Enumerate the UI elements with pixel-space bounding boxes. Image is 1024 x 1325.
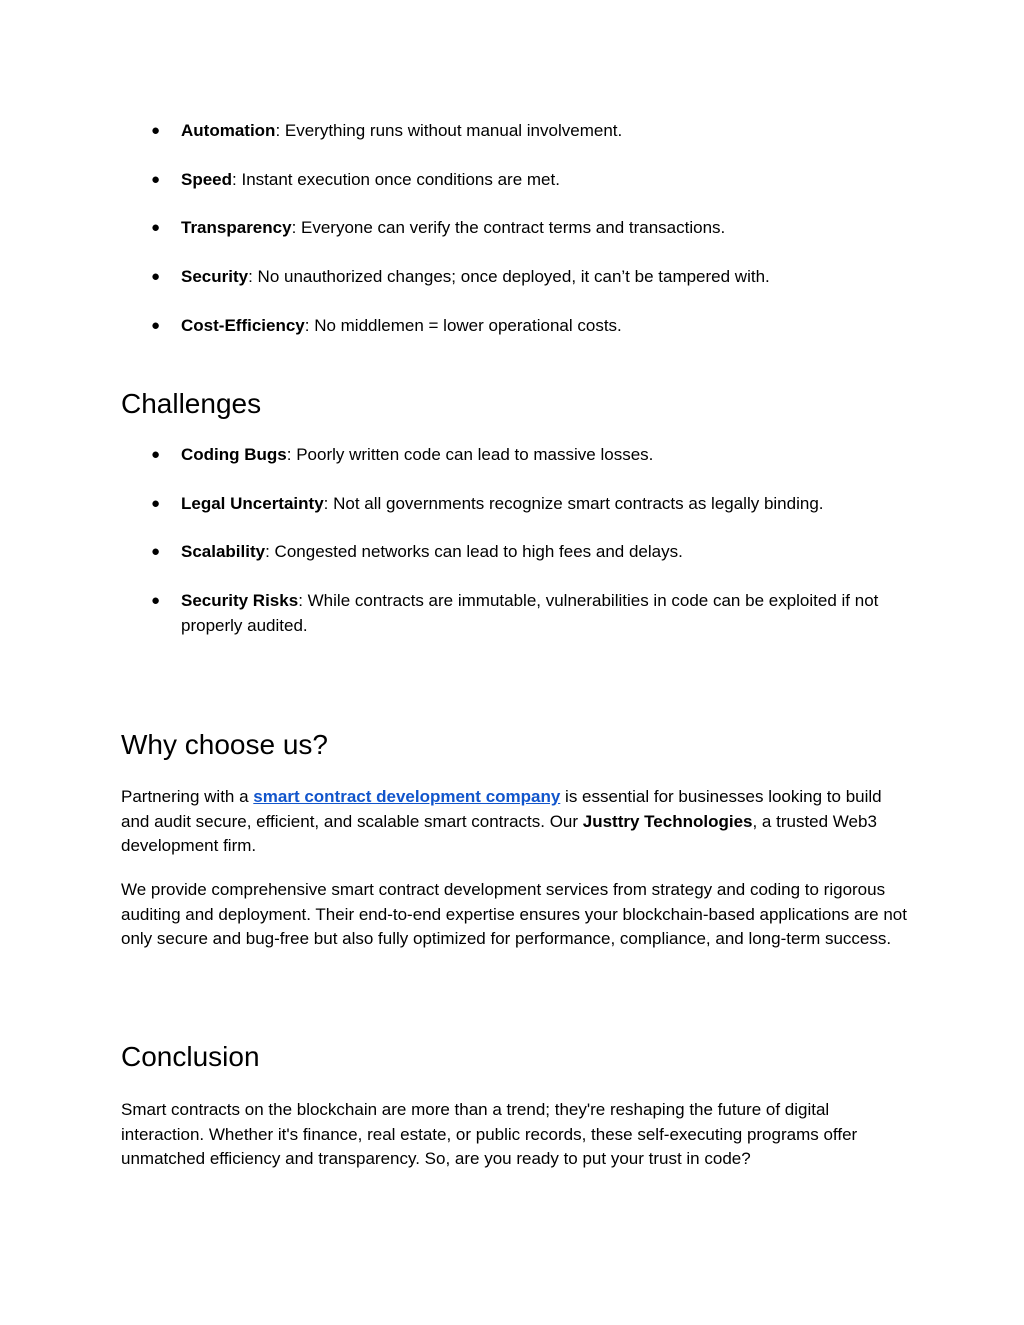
bullet-icon: ● <box>151 268 161 285</box>
list-item <box>121 314 911 339</box>
list-item <box>121 216 911 241</box>
list-item <box>121 540 911 565</box>
list-item <box>121 119 911 144</box>
list-item-term: Scalability <box>181 542 266 561</box>
list-item-term: Speed <box>181 170 233 189</box>
list-item-term: Security Risks <box>181 591 299 610</box>
bullet-icon: ● <box>151 317 161 334</box>
list-item-term: Cost-Efficiency <box>181 316 305 335</box>
list-item-desc: : Everything runs without manual involvement. <box>275 121 623 140</box>
list-item-desc: : No middlemen = lower operational costs. <box>304 316 622 335</box>
why-text-mid: is essential for businesses looking to build and audit secure, efficient, and scalable smart contracts. Our <box>121 787 882 831</box>
list-item-desc: : Not all governments recognize smart contracts as legally binding. <box>323 494 824 513</box>
list-item-term: Security <box>181 267 249 286</box>
list-item-term: Legal Uncertainty <box>181 494 324 513</box>
list-item <box>121 492 911 517</box>
list-item-term: Transparency <box>181 218 292 237</box>
why-text-before: Partnering with a <box>121 787 254 806</box>
why-paragraph-2: We provide comprehensive smart contract development services from strategy and coding to rigorous auditing and deployment. Their end-to-end expertise ensures your blockchain-based applications are not only secure and bug-free but also fully optimized for performance, compliance, and long-term success. <box>121 880 907 948</box>
list-item-term: Automation <box>181 121 276 140</box>
list-item <box>121 589 906 638</box>
list-item <box>121 168 911 193</box>
company-name: Justtry Technologies <box>582 811 753 831</box>
bullet-icon: ● <box>151 219 161 236</box>
why-text-after: , a trusted Web3 development firm. <box>121 811 877 855</box>
bullet-icon: ● <box>151 592 161 609</box>
list-item-desc: : Everyone can verify the contract terms and transactions. <box>291 218 726 237</box>
bullet-icon: ● <box>151 446 161 463</box>
bullet-icon: ● <box>151 171 161 188</box>
bullet-icon: ● <box>151 543 161 560</box>
list-item-desc: : Instant execution once conditions are met. <box>232 170 560 189</box>
company-link[interactable]: smart contract development company <box>253 787 561 806</box>
list-item-desc: : No unauthorized changes; once deployed, it can’t be tampered with. <box>248 267 770 286</box>
why-choose-us-heading: Why choose us? <box>121 729 328 760</box>
conclusion-paragraph: Smart contracts on the blockchain are more than a trend; they're reshaping the future of digital interaction. Whether it's finance, real estate, or public records, these self-executing programs offer unmatched efficiency and transparency. So, are you ready to put your trust in code? <box>121 1100 858 1168</box>
bullet-icon: ● <box>151 122 161 139</box>
why-paragraph-1 <box>121 785 911 859</box>
challenges-heading: Challenges <box>121 388 262 419</box>
list-item-desc: : Congested networks can lead to high fees and delays. <box>265 542 683 561</box>
list-item-desc: : Poorly written code can lead to massive losses. <box>286 445 654 464</box>
bullet-icon: ● <box>151 495 161 512</box>
list-item-term: Coding Bugs <box>181 445 287 464</box>
list-item-desc: : While contracts are immutable, vulnerabilities in code can be exploited if not properly audited. <box>181 591 879 635</box>
conclusion-heading: Conclusion <box>121 1041 260 1072</box>
list-item <box>121 265 911 290</box>
list-item <box>121 443 911 468</box>
